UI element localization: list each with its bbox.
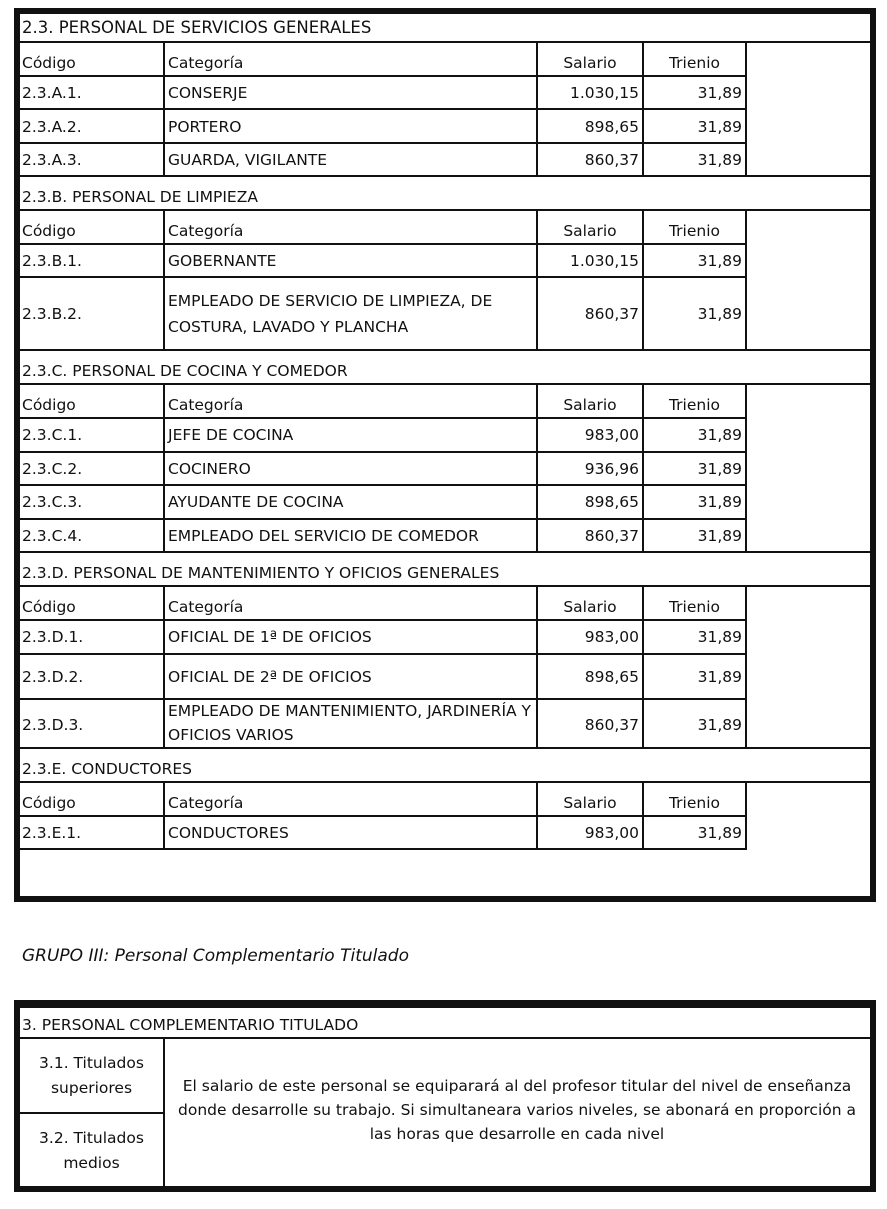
cell-codigo: 2.3.E.1.	[22, 824, 82, 842]
header-salario: Salario	[563, 222, 617, 240]
cell-codigo: 2.3.D.3.	[22, 716, 84, 734]
column-divider	[163, 585, 165, 749]
row-divider	[20, 848, 747, 850]
cell-trienio: 31,89	[697, 824, 742, 842]
cell-codigo: 2.3.C.1.	[22, 426, 83, 444]
row-divider	[20, 349, 870, 351]
row-divider	[20, 108, 747, 110]
cell-codigo: 2.3.D.1.	[22, 628, 84, 646]
cell-trienio: 31,89	[697, 716, 742, 734]
cell-categoria: CONSERJE	[168, 84, 248, 102]
cell-salario: 860,37	[584, 527, 639, 545]
column-divider	[745, 209, 747, 351]
cell-codigo: 2.3.A.1.	[22, 84, 82, 102]
row-divider	[20, 747, 870, 749]
header-codigo: Código	[22, 794, 76, 812]
column-divider	[745, 41, 747, 177]
row-divider	[20, 1112, 164, 1114]
column-divider	[163, 383, 165, 553]
header-categoria: Categoría	[168, 598, 244, 616]
row-divider	[20, 585, 870, 587]
row-divider	[20, 484, 747, 486]
row-divider	[20, 815, 747, 817]
cell-categoria: EMPLEADO DE SERVICIO DE LIMPIEZA, DE COSTURA, LAVADO Y PLANCHA	[168, 292, 493, 336]
group-title: GRUPO III: Personal Complementario Titulado	[22, 946, 409, 966]
cell-trienio: 31,89	[697, 527, 742, 545]
row-divider	[20, 417, 747, 419]
cell-categoria: EMPLEADO DEL SERVICIO DE COMEDOR	[168, 527, 479, 545]
cell-trienio: 31,89	[697, 493, 742, 511]
header-categoria: Categoría	[168, 396, 244, 414]
cell-categoria: GOBERNANTE	[168, 252, 277, 270]
titulados-superiores: 3.1. Titulados superiores	[39, 1054, 144, 1097]
header-trienio: Trienio	[668, 396, 721, 414]
row-divider	[20, 653, 747, 655]
header-categoria: Categoría	[168, 54, 244, 72]
cell-categoria: OFICIAL DE 1ª DE OFICIOS	[168, 628, 372, 646]
header-categoria: Categoría	[168, 222, 244, 240]
section-title: 2.3.B. PERSONAL DE LIMPIEZA	[22, 188, 258, 206]
row-divider	[20, 209, 870, 211]
row-divider	[20, 276, 747, 278]
header-codigo: Código	[22, 54, 76, 72]
cell-salario: 898,65	[584, 493, 639, 511]
cell-salario: 860,37	[584, 305, 639, 323]
cell-categoria: EMPLEADO DE MANTENIMIENTO, JARDINERÍA Y OFICIOS VARIOS	[168, 702, 532, 744]
section-title: 2.3.E. CONDUCTORES	[22, 760, 193, 778]
row-divider	[20, 243, 747, 245]
group3-description: El salario de este personal se equiparará al del profesor titular del nivel de enseñanza donde desarrolle su trabajo. Si simultaneara varios niveles, se abonará en proporción a las horas que desarrolle en cada nivel	[178, 1077, 856, 1143]
header-codigo: Código	[22, 598, 76, 616]
cell-trienio: 31,89	[697, 252, 742, 270]
header-trienio: Trienio	[668, 222, 721, 240]
cell-salario: 1.030,15	[569, 252, 639, 270]
cell-salario: 983,00	[584, 426, 639, 444]
section-title: 2.3.D. PERSONAL DE MANTENIMIENTO Y OFICIOS GENERALES	[22, 564, 500, 582]
column-divider	[163, 1037, 165, 1186]
row-divider	[20, 619, 747, 621]
row-divider	[20, 551, 870, 553]
column-divider	[745, 383, 747, 553]
header-trienio: Trienio	[668, 598, 721, 616]
cell-codigo: 2.3.C.4.	[22, 527, 83, 545]
cell-salario: 983,00	[584, 824, 639, 842]
header-trienio: Trienio	[668, 794, 721, 812]
cell-salario: 898,65	[584, 668, 639, 686]
header-salario: Salario	[563, 54, 617, 72]
column-divider	[163, 781, 165, 850]
cell-categoria: JEFE DE COCINA	[168, 426, 294, 444]
cell-trienio: 31,89	[697, 668, 742, 686]
cell-codigo: 2.3.B.1.	[22, 252, 82, 270]
cell-codigo: 2.3.C.2.	[22, 460, 83, 478]
cell-categoria: PORTERO	[168, 118, 242, 136]
cell-codigo: 2.3.C.3.	[22, 493, 83, 511]
group3-title: 3. PERSONAL COMPLEMENTARIO TITULADO	[22, 1016, 359, 1034]
titulados-medios: 3.2. Titulados medios	[39, 1129, 144, 1172]
cell-trienio: 31,89	[697, 628, 742, 646]
row-divider	[20, 451, 747, 453]
cell-trienio: 31,89	[697, 84, 742, 102]
cell-codigo: 2.3.B.2.	[22, 305, 82, 323]
cell-trienio: 31,89	[697, 426, 742, 444]
cell-salario: 860,37	[584, 151, 639, 169]
cell-categoria: AYUDANTE DE COCINA	[168, 493, 344, 511]
cell-categoria: OFICIAL DE 2ª DE OFICIOS	[168, 668, 372, 686]
row-divider	[20, 383, 870, 385]
cell-categoria: GUARDA, VIGILANTE	[168, 151, 328, 169]
column-divider	[163, 41, 165, 177]
column-divider	[745, 781, 747, 850]
row-divider	[20, 175, 870, 177]
cell-codigo: 2.3.A.3.	[22, 151, 82, 169]
cell-codigo: 2.3.A.2.	[22, 118, 82, 136]
header-salario: Salario	[563, 396, 617, 414]
cell-salario: 983,00	[584, 628, 639, 646]
column-divider	[745, 585, 747, 749]
header-trienio: Trienio	[668, 54, 721, 72]
cell-trienio: 31,89	[697, 460, 742, 478]
cell-salario: 860,37	[584, 716, 639, 734]
cell-categoria: CONDUCTORES	[168, 824, 289, 842]
row-divider	[20, 41, 870, 43]
header-codigo: Código	[22, 396, 76, 414]
cell-salario: 936,96	[584, 460, 639, 478]
section-title: 2.3.C. PERSONAL DE COCINA Y COMEDOR	[22, 362, 348, 380]
cell-salario: 898,65	[584, 118, 639, 136]
cell-codigo: 2.3.D.2.	[22, 668, 84, 686]
row-divider	[20, 142, 747, 144]
row-divider	[20, 781, 870, 783]
column-divider	[163, 209, 165, 351]
row-divider	[20, 75, 747, 77]
cell-salario: 1.030,15	[569, 84, 639, 102]
cell-trienio: 31,89	[697, 118, 742, 136]
section-title: 2.3. PERSONAL DE SERVICIOS GENERALES	[22, 18, 372, 37]
cell-categoria: COCINERO	[168, 460, 251, 478]
header-categoria: Categoría	[168, 794, 244, 812]
cell-trienio: 31,89	[697, 151, 742, 169]
cell-trienio: 31,89	[697, 305, 742, 323]
row-divider	[20, 518, 747, 520]
row-divider	[20, 1006, 870, 1008]
header-codigo: Código	[22, 222, 76, 240]
header-salario: Salario	[563, 598, 617, 616]
header-salario: Salario	[563, 794, 617, 812]
row-divider	[20, 1037, 870, 1039]
